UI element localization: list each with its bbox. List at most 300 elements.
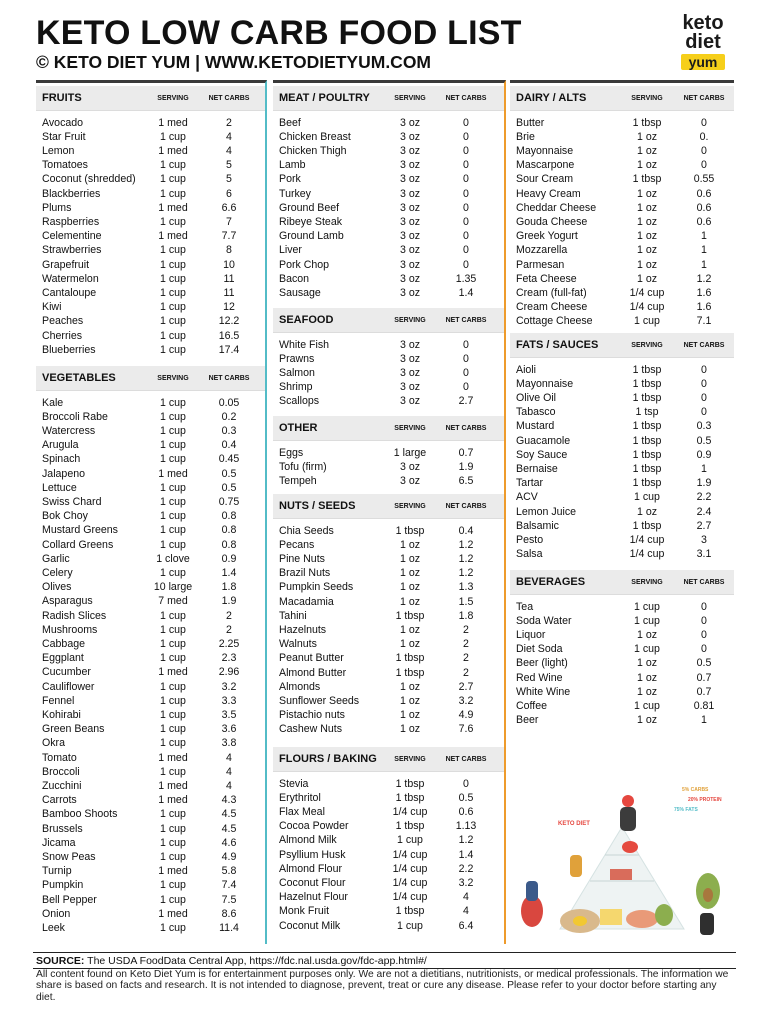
serving-size: 1 oz: [399, 694, 421, 707]
tomato-icon: [622, 841, 638, 853]
serving-size: 1 cup: [160, 301, 186, 314]
net-carbs-value: 1.9: [696, 477, 712, 490]
food-name: Turkey: [279, 187, 311, 200]
serving-size: 1 cup: [160, 850, 186, 863]
net-carbs-value: 1.6: [696, 301, 712, 314]
net-carbs-value: 1.4: [458, 848, 474, 861]
net-carbs-value: 4: [226, 765, 232, 778]
section-title: SEAFOOD: [279, 314, 334, 326]
serving-size: 1 cup: [160, 510, 186, 523]
legend-carbs: 5% CARBS: [682, 787, 709, 793]
food-name: Psyllium Husk: [279, 848, 346, 861]
net-carbs-value: 0.8: [221, 510, 237, 523]
food-row: [36, 438, 265, 452]
net-carbs-value: 4: [463, 905, 469, 918]
serving-size: 1 cup: [160, 921, 186, 934]
food-row: [36, 779, 265, 793]
food-row: [273, 819, 504, 833]
net-carbs-value: 0.5: [221, 467, 237, 480]
net-carbs-value: 4.6: [221, 836, 237, 849]
food-name: Ground Beef: [279, 201, 340, 214]
food-row: [510, 656, 734, 670]
food-name: ACV: [516, 491, 538, 504]
food-name: Salsa: [516, 548, 543, 561]
food-row: [36, 481, 265, 495]
net-carbs-value: 0.7: [696, 671, 712, 684]
net-carbs-value: 7.4: [221, 879, 237, 892]
food-name: Salmon: [279, 366, 315, 379]
page-subtitle: © KETO DIET YUM | WWW.KETODIETYUM.COM: [36, 52, 432, 72]
net-carbs-value: 2: [226, 609, 232, 622]
food-name: Tempeh: [279, 474, 317, 487]
footer-divider: [33, 952, 736, 953]
logo-word-keto: keto: [682, 12, 724, 34]
steak-icon: [610, 869, 632, 880]
food-row: [510, 462, 734, 476]
net-carbs-value: 0.: [699, 130, 709, 143]
food-row: [36, 736, 265, 750]
serving-size: 1 oz: [636, 201, 658, 214]
serving-size: 1 med: [158, 144, 188, 157]
net-carbs-value: 1.4: [458, 286, 474, 299]
food-name: Watercress: [42, 424, 96, 437]
food-row: [36, 580, 265, 594]
serving-size: 1 cup: [160, 329, 186, 342]
net-carbs-value: 0: [463, 230, 469, 243]
section-header-flours-baking: [273, 747, 504, 772]
food-name: Scallops: [279, 395, 320, 408]
net-carbs-value: 2.7: [458, 395, 474, 408]
net-carbs-value: 10: [223, 258, 235, 271]
serving-size: 1 cup: [160, 495, 186, 508]
food-row: [36, 343, 265, 357]
food-name: Beef: [279, 116, 301, 129]
net-carbs-column-header: NET CARBS: [683, 95, 725, 102]
food-row: [36, 410, 265, 424]
serving-size: 1/4 cup: [392, 848, 428, 861]
food-name: Plums: [42, 201, 72, 214]
food-name: Tea: [516, 600, 534, 613]
food-name: Carrots: [42, 794, 77, 807]
net-carbs-value: 0.6: [696, 215, 712, 228]
food-name: Zucchini: [42, 779, 82, 792]
food-name: Bell Pepper: [42, 893, 97, 906]
food-row: [273, 580, 504, 594]
food-name: Pecans: [279, 538, 315, 551]
net-carbs-value: 0: [701, 614, 707, 627]
serving-size: 1 med: [158, 907, 188, 920]
serving-size: 1 med: [158, 116, 188, 129]
food-row: [36, 594, 265, 608]
food-name: Cheddar Cheese: [516, 201, 597, 214]
food-name: Almond Flour: [279, 862, 342, 875]
food-row: [273, 243, 504, 257]
net-carbs-value: 5: [226, 173, 232, 186]
net-carbs-value: 1.2: [458, 567, 474, 580]
food-name: Peaches: [42, 315, 84, 328]
serving-size: 10 large: [153, 581, 193, 594]
food-row: [36, 314, 265, 328]
food-name: Brie: [516, 130, 535, 143]
net-carbs-value: 2.7: [696, 519, 712, 532]
net-carbs-value: 5.8: [221, 865, 237, 878]
net-carbs-value: 12: [223, 301, 235, 314]
food-name: Lamb: [279, 159, 306, 172]
net-carbs-value: 0.45: [218, 453, 240, 466]
serving-size: 1 oz: [399, 567, 421, 580]
net-carbs-value: 7.6: [458, 723, 474, 736]
food-row: [510, 448, 734, 462]
serving-size: 3 oz: [399, 272, 421, 285]
food-name: Balsamic: [516, 519, 559, 532]
net-carbs-value: 3.5: [221, 708, 237, 721]
net-carbs-value: 0: [463, 338, 469, 351]
serving-size: 1/4 cup: [392, 805, 428, 818]
serving-size: 1 cup: [160, 708, 186, 721]
food-name: Monk Fruit: [279, 905, 330, 918]
serving-size: 1 oz: [636, 144, 658, 157]
food-name: Cocoa Powder: [279, 820, 349, 833]
net-carbs-value: 7: [226, 215, 232, 228]
food-row: [36, 495, 265, 509]
section-header-fruits: [36, 86, 265, 111]
serving-size: 3 oz: [399, 352, 421, 365]
net-carbs-value: 0.9: [696, 448, 712, 461]
food-row: [510, 628, 734, 642]
food-row: [510, 144, 734, 158]
serving-size: 1 cup: [160, 623, 186, 636]
food-row: [510, 600, 734, 614]
food-name: Walnuts: [279, 638, 317, 651]
food-name: Red Wine: [516, 671, 563, 684]
net-carbs-column-header: NET CARBS: [683, 342, 725, 349]
food-row: [36, 637, 265, 651]
serving-size: 1 cup: [160, 410, 186, 423]
person-figure-icon: [526, 881, 538, 901]
net-carbs-value: 2.3: [221, 652, 237, 665]
net-carbs-value: 0: [701, 159, 707, 172]
serving-size: 1 cup: [160, 652, 186, 665]
net-carbs-value: 17.4: [218, 343, 240, 356]
food-row: [273, 680, 504, 694]
food-name: Blueberries: [42, 343, 96, 356]
food-row: [273, 524, 504, 538]
serving-column-header: SERVING: [394, 756, 426, 763]
net-carbs-column-header: NET CARBS: [445, 756, 487, 763]
food-name: Tomato: [42, 751, 77, 764]
food-name: Green Beans: [42, 723, 105, 736]
food-row: [36, 921, 265, 935]
food-name: Feta Cheese: [516, 272, 577, 285]
food-row: [36, 452, 265, 466]
food-row: [273, 460, 504, 474]
food-name: Snow Peas: [42, 850, 96, 863]
meat-icon: [626, 910, 658, 928]
food-row: [36, 893, 265, 907]
food-row: [273, 201, 504, 215]
legend-fats: 75% FATS: [674, 807, 698, 813]
net-carbs-value: 0: [701, 391, 707, 404]
food-name: Soda Water: [516, 614, 572, 627]
serving-size: 1 cup: [160, 159, 186, 172]
food-name: Coconut (shredded): [42, 173, 136, 186]
food-row: [36, 722, 265, 736]
serving-size: 3 oz: [399, 159, 421, 172]
food-row: [273, 666, 504, 680]
food-row: [36, 538, 265, 552]
serving-size: 1 cup: [160, 566, 186, 579]
food-name: Pistachio nuts: [279, 709, 345, 722]
food-row: [510, 476, 734, 490]
net-carbs-value: 0.05: [218, 396, 240, 409]
food-name: Tahini: [279, 609, 307, 622]
serving-size: 1 cup: [634, 614, 660, 627]
serving-size: 1 cup: [160, 215, 186, 228]
net-carbs-value: 4: [226, 130, 232, 143]
section-header-fats-sauces: [510, 333, 734, 358]
food-name: Mushrooms: [42, 623, 98, 636]
food-name: Fennel: [42, 694, 75, 707]
serving-column-header: SERVING: [394, 317, 426, 324]
net-carbs-value: 3.2: [221, 680, 237, 693]
food-name: Lemon: [42, 144, 75, 157]
food-row: [36, 187, 265, 201]
food-name: Blackberries: [42, 187, 101, 200]
net-carbs-value: 0: [701, 628, 707, 641]
net-carbs-value: 6.5: [458, 474, 474, 487]
net-carbs-column-header: NET CARBS: [445, 317, 487, 324]
food-name: Ground Lamb: [279, 230, 344, 243]
food-name: Chicken Breast: [279, 130, 351, 143]
serving-size: 1 tbsp: [395, 609, 425, 622]
net-carbs-value: 1: [701, 230, 707, 243]
serving-size: 1 cup: [634, 491, 660, 504]
net-carbs-value: 0.7: [458, 446, 474, 459]
net-carbs-column-header: NET CARBS: [445, 95, 487, 102]
food-row: [273, 805, 504, 819]
serving-size: 1 cup: [160, 808, 186, 821]
serving-size: 1 cup: [160, 879, 186, 892]
serving-size: 1 cup: [160, 481, 186, 494]
net-carbs-value: 2.7: [458, 680, 474, 693]
serving-size: 1/4 cup: [392, 862, 428, 875]
food-row: [510, 642, 734, 656]
serving-size: 1 oz: [636, 272, 658, 285]
serving-size: 1 oz: [399, 723, 421, 736]
serving-size: 1 cup: [160, 694, 186, 707]
food-name: Cashew Nuts: [279, 723, 342, 736]
food-name: Cottage Cheese: [516, 315, 593, 328]
food-name: Sunflower Seeds: [279, 694, 360, 707]
food-row: [273, 862, 504, 876]
source-line: [36, 955, 427, 967]
food-row: [510, 201, 734, 215]
net-carbs-value: 2.96: [218, 666, 240, 679]
net-carbs-value: 0.5: [221, 481, 237, 494]
serving-size: 1 clove: [156, 552, 190, 565]
serving-size: 1 med: [158, 467, 188, 480]
net-carbs-value: 11: [223, 272, 235, 285]
serving-size: 1 med: [158, 865, 188, 878]
serving-size: 1 tbsp: [632, 519, 662, 532]
serving-size: 1 oz: [636, 230, 658, 243]
food-row: [273, 229, 504, 243]
food-row: [273, 187, 504, 201]
food-row: [273, 338, 504, 352]
food-row: [36, 229, 265, 243]
net-carbs-value: 0: [463, 381, 469, 394]
food-row: [273, 694, 504, 708]
food-row: [510, 419, 734, 433]
net-carbs-value: 0: [701, 116, 707, 129]
serving-size: 1 tbsp: [395, 652, 425, 665]
section-title: FLOURS / BAKING: [279, 753, 377, 765]
net-carbs-value: 3.6: [221, 723, 237, 736]
serving-size: 1/4 cup: [629, 286, 665, 299]
food-name: Almond Milk: [279, 834, 337, 847]
net-carbs-value: 0: [701, 363, 707, 376]
food-name: Pine Nuts: [279, 552, 325, 565]
serving-size: 1 cup: [160, 187, 186, 200]
net-carbs-value: 0.6: [696, 187, 712, 200]
net-carbs-value: 5: [226, 159, 232, 172]
food-row: [36, 396, 265, 410]
food-name: Cream (full-fat): [516, 286, 587, 299]
serving-size: 1 tbsp: [395, 666, 425, 679]
net-carbs-value: 1: [701, 244, 707, 257]
food-row: [510, 490, 734, 504]
cheese-icon: [600, 909, 622, 925]
food-name: Chia Seeds: [279, 524, 334, 537]
serving-size: 1 tbsp: [632, 448, 662, 461]
serving-size: 1 oz: [636, 714, 658, 727]
section-title: VEGETABLES: [42, 372, 116, 384]
serving-size: 1 cup: [160, 258, 186, 271]
food-row: [273, 172, 504, 186]
food-name: Peanut Butter: [279, 652, 344, 665]
food-row: [273, 380, 504, 394]
serving-size: 1 cup: [160, 396, 186, 409]
section-title: DAIRY / ALTS: [516, 92, 587, 104]
food-name: Coconut Milk: [279, 919, 341, 932]
serving-size: 1 cup: [634, 600, 660, 613]
net-carbs-value: 0.4: [221, 439, 237, 452]
food-name: Garlic: [42, 552, 70, 565]
net-carbs-value: 1.6: [696, 286, 712, 299]
net-carbs-value: 1.5: [458, 595, 474, 608]
serving-size: 1/4 cup: [629, 301, 665, 314]
serving-size: 1 oz: [399, 709, 421, 722]
legend-protein: 20% PROTEIN: [688, 797, 722, 803]
net-carbs-value: 0.3: [221, 424, 237, 437]
food-name: Mustard: [516, 420, 555, 433]
food-name: Olives: [42, 581, 72, 594]
net-carbs-value: 4.9: [458, 709, 474, 722]
serving-size: 3 oz: [399, 116, 421, 129]
serving-size: 1 oz: [399, 538, 421, 551]
food-name: Eggs: [279, 446, 304, 459]
food-name: Pork Chop: [279, 258, 330, 271]
food-row: [273, 904, 504, 918]
net-carbs-value: 0: [463, 258, 469, 271]
food-row: [36, 272, 265, 286]
food-name: Okra: [42, 737, 65, 750]
food-row: [273, 352, 504, 366]
food-row: [36, 424, 265, 438]
serving-size: 3 oz: [399, 215, 421, 228]
food-row: [510, 116, 734, 130]
food-row: [36, 172, 265, 186]
net-carbs-value: 2: [226, 116, 232, 129]
serving-size: 1 tbsp: [632, 116, 662, 129]
food-name: Pork: [279, 173, 301, 186]
food-name: Asparagus: [42, 595, 93, 608]
food-name: Sausage: [279, 286, 321, 299]
egg-yolk-icon: [573, 916, 587, 926]
serving-size: 1 cup: [160, 130, 186, 143]
food-row: [510, 713, 734, 727]
serving-column-header: SERVING: [157, 95, 189, 102]
logo-badge-yum: yum: [681, 54, 726, 70]
food-name: Almond Butter: [279, 666, 347, 679]
food-row: [273, 286, 504, 300]
net-carbs-column-header: NET CARBS: [208, 95, 250, 102]
net-carbs-value: 0: [701, 643, 707, 656]
serving-size: 1 tbsp: [395, 524, 425, 537]
serving-size: 1 tbsp: [632, 363, 662, 376]
food-name: Stevia: [279, 777, 309, 790]
food-name: Pesto: [516, 533, 544, 546]
section-header-beverages: [510, 570, 734, 595]
food-row: [510, 258, 734, 272]
serving-size: 1 oz: [636, 685, 658, 698]
food-name: Cauliflower: [42, 680, 95, 693]
serving-size: 1 cup: [160, 538, 186, 551]
net-carbs-value: 0: [463, 187, 469, 200]
serving-size: 1 cup: [634, 699, 660, 712]
section-header-other: [273, 416, 504, 441]
net-carbs-value: 0: [463, 130, 469, 143]
serving-size: 3 oz: [399, 258, 421, 271]
net-carbs-value: 3.2: [458, 694, 474, 707]
serving-size: 3 oz: [399, 395, 421, 408]
net-carbs-value: 8.6: [221, 907, 237, 920]
net-carbs-value: 4: [226, 751, 232, 764]
food-row: [273, 366, 504, 380]
food-name: Celementine: [42, 230, 102, 243]
serving-size: 1 cup: [397, 919, 423, 932]
food-name: Arugula: [42, 439, 79, 452]
food-name: Butter: [516, 116, 545, 129]
net-carbs-value: 3.1: [696, 548, 712, 561]
net-carbs-value: 0: [463, 159, 469, 172]
food-name: Mayonnaise: [516, 377, 574, 390]
food-row: [36, 850, 265, 864]
food-name: Turnip: [42, 865, 72, 878]
food-name: Brussels: [42, 822, 83, 835]
food-row: [36, 836, 265, 850]
net-carbs-value: 1: [701, 462, 707, 475]
serving-size: 3 oz: [399, 366, 421, 379]
logo-word-diet: diet: [685, 31, 721, 53]
food-name: Mozzarella: [516, 244, 568, 257]
food-row: [510, 300, 734, 314]
net-carbs-value: 1.13: [455, 820, 477, 833]
net-carbs-value: 16.5: [218, 329, 240, 342]
keto-pyramid-illustration: [512, 771, 732, 943]
keto-diet-yum-logo: [672, 14, 734, 72]
food-name: Grapefruit: [42, 258, 90, 271]
